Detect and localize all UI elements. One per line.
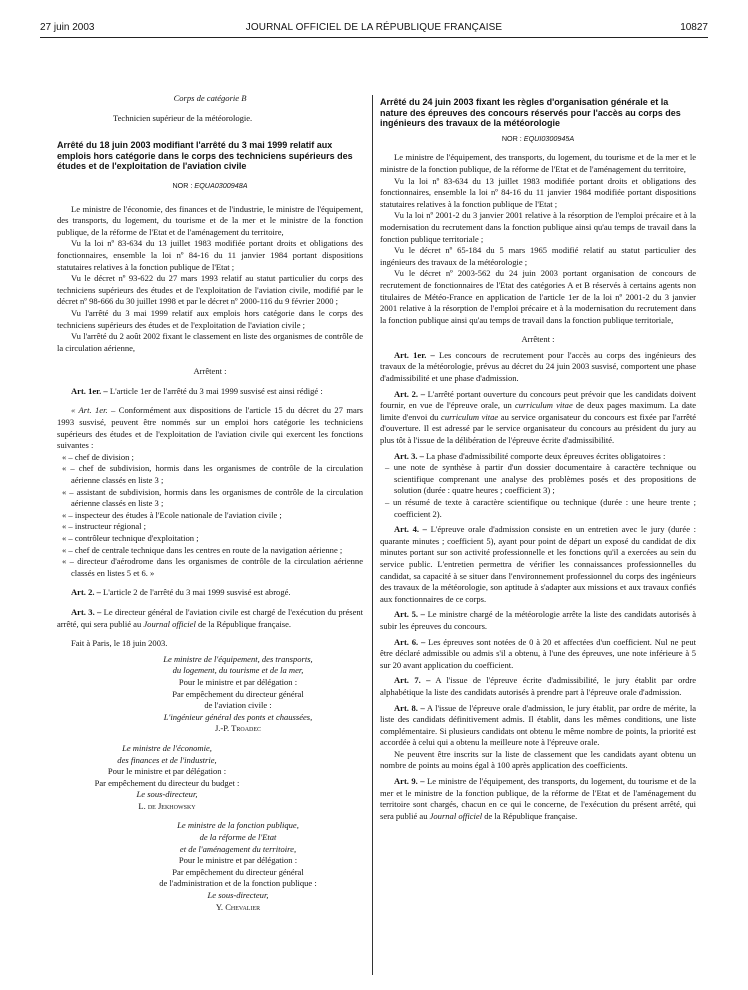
journal-officiel-ref: Journal officiel: [429, 810, 483, 821]
article-text: Les concours de recrutement pour l'accès au corps des ingénieurs des travaux de la météorologie, prévus au décret du 24 juin 2003 susvisé, comportent une phase d'admissibilité et une phase d'admission.: [380, 349, 696, 384]
preamble-paragraph: Vu la loi nº 83-634 du 13 juillet 1983 modifiée portant droits et obligations des fonctionnaires, ensemble la loi nº 84-16 du 11 janvier 1984 modifiée portant dispositions statutaires relatives à la fonction publique de l'Etat ;: [380, 175, 696, 209]
list-item: « – assistant de subdivision, hormis dans les organismes de contrôle de la circulation aérienne classés en liste 3 ;: [62, 486, 363, 509]
quoted-article: [57, 405, 363, 451]
signature-line: Pour le ministre et par délégation :: [178, 855, 298, 866]
left-column: [57, 93, 363, 913]
preamble-paragraph: Le ministre de l'équipement, des transports, du logement, du tourisme et de la mer et le ministre de la fonction publique, de la réforme de l'Etat et de l'aménagement du territoire,: [380, 152, 696, 174]
nor-label: NOR :: [172, 180, 195, 190]
journal-officiel-ref: Journal officiel: [143, 618, 196, 629]
article-text: de la République française.: [482, 810, 578, 821]
preamble-paragraph: Vu le décret nº 93-622 du 27 mars 1993 relatif au statut particulier du corps des techniciens supérieurs des études et de l'exploitation de l'aviation civile, modifié par le décret nº 98-666 du 30 juillet 1998 et par le décret nº 2000-116 du 9 février 2000 ;: [57, 273, 363, 307]
article-text: Le ministre de l'équipement, des transports, du logement, du tourisme et de la mer et le ministre de la fonction publique, de la réforme de l'Etat et de l'aménagement du territoire sont chargés, chacun en ce qui le concerne, de l'exécution du présent arrêté, qui sera publié au: [380, 776, 697, 821]
article-7: [380, 675, 696, 698]
signature-line: Le ministre de l'économie,: [122, 742, 212, 753]
curriculum-vitae-term: curriculum vitae: [441, 411, 499, 422]
nor-label: NOR :: [501, 133, 524, 143]
signature-block-fonction-publique: [57, 820, 363, 913]
article-3: [57, 607, 363, 630]
article-text: L'article 1er de l'arrêté du 3 mai 1999 susvisé est ainsi rédigé :: [107, 385, 323, 396]
article-3: [380, 451, 696, 463]
signature-line: Par empêchement du directeur général: [172, 866, 304, 877]
nor-reference: [57, 180, 363, 192]
quote-label: « Art. 1er. –: [71, 405, 116, 416]
article-text: de deux pages maximum. La date limite d'envoi du: [380, 400, 696, 422]
list-item: « – chef de centrale technique dans les centres en route de la navigation aérienne ;: [62, 544, 343, 555]
signature-line: du logement, du tourisme et de la mer,: [172, 665, 304, 676]
signature-line: Le ministre de la fonction publique,: [177, 820, 299, 831]
article-text: A l'issue de l'épreuve écrite d'admissibilité, le jury établit par ordre alphabétique la liste des candidats autorisés à prendre part à l'épreuve orale d'admission.: [380, 675, 697, 697]
list-item: « – directeur d'aérodrome dans les organismes de contrôle de la circulation aérienne classés en listes 5 et 6. »: [62, 556, 363, 578]
signatory-name: J.-P. Troadec: [214, 723, 262, 734]
article-text: de la République française.: [195, 618, 292, 629]
article-8-paragraph-2: Ne peuvent être inscrits sur la liste de classement que les candidats ayant obtenu un nombre de points au moins égal à 100 après application des coefficients.: [380, 748, 696, 771]
nor-reference: [380, 133, 696, 145]
article-label: Art. 6. –: [394, 636, 426, 647]
article-text: Les épreuves sont notées de 0 à 20 et affectées d'un coefficient. Nul ne peut être déclaré admissible ou admis s'il a obtenu, à l'une des épreuves, une note inférieure à 5 sur 20 avant application du coefficient.: [380, 636, 697, 670]
preamble-paragraph: Vu le décret nº 65-184 du 5 mars 1965 modifié relatif au statut particulier des ingénieurs des travaux de la météorologie ;: [380, 245, 696, 267]
category-heading: Corps de catégorie B: [173, 93, 247, 103]
page-header: [40, 22, 708, 36]
signatory-name: Y. Chevalier: [215, 901, 261, 912]
signature-line: Pour le ministre et par délégation :: [178, 676, 298, 687]
decree-title: Arrêté du 24 juin 2003 fixant les règles d'organisation générale et la nature des épreuves des concours réservés pour l'accès au corps des ingénieurs des travaux de la météorologie: [380, 97, 681, 129]
right-column: [380, 97, 696, 822]
written-tests-list: [380, 462, 696, 520]
header-rule: [40, 37, 708, 38]
article-label: Art. 9. –: [394, 776, 425, 787]
column-divider: [372, 95, 373, 975]
signatory-name: L. de Jekhowsky: [138, 800, 196, 811]
article-8: [380, 703, 696, 749]
preamble-paragraph: Le ministre de l'économie, des finances et de l'industrie, le ministre de l'équipement, des transports, du logement, du tourisme et de la mer et le ministre de la fonction publique, de la réforme de l'Etat et de l'aménagement du territoire,: [57, 203, 363, 237]
nor-code: EQUA0300948A: [194, 180, 248, 190]
signature-line: Le ministre de l'équipement, des transports,: [163, 653, 313, 664]
article-text: Le ministre chargé de la météorologie arrête la liste des candidats autorisés à subir les épreuves du concours.: [380, 609, 697, 631]
decree-title: Arrêté du 18 juin 2003 modifiant l'arrêté du 3 mai 1999 relatif aux emplois hors catégorie dans le corps des techniciens supérieurs des études et de l'exploitation de l'aviation civile: [57, 140, 353, 172]
signature-line: et de l'aménagement du territoire,: [179, 843, 297, 854]
header-page-number: 10827: [680, 22, 708, 33]
arretent-heading: Arrêtent :: [193, 366, 227, 377]
article-text: au service organisateur du concours est fixée par l'arrêté d'ouverture. Il est adressé par le service organisateur du concours au président du jury au plus tôt à l'issue de la délibération de l'épreuve écrite d'admissibilité.: [380, 411, 696, 446]
article-2: [57, 587, 363, 599]
article-text: A l'issue de l'épreuve orale d'admission, le jury établit, par ordre de mérite, la liste des candidats définitivement admis. Il établit, dans les mêmes conditions, une liste complémentaire. Si plusieurs candidats ont obtenu le même nombre de points, la priorité est accordée à celui qui a obtenu la meilleure note à l'épreuve orale.: [380, 702, 696, 748]
article-label: Art. 3. –: [394, 450, 424, 461]
article-label: Art. 7. –: [394, 675, 431, 686]
article-label: Art. 2. –: [71, 587, 101, 598]
article-9: [380, 776, 696, 822]
article-1: [57, 386, 363, 398]
signature-block-economie: [57, 743, 363, 813]
category-line: Technicien supérieur de la météorologie.: [113, 112, 253, 123]
list-item: « – instructeur régional ;: [62, 521, 147, 532]
article-4: [380, 524, 696, 605]
header-date: 27 juin 2003: [40, 22, 95, 33]
list-item: « – contrôleur technique d'exploitation ;: [62, 533, 199, 543]
signature-line: de l'administration et de la fonction publique :: [159, 878, 317, 889]
functions-list: [57, 452, 363, 580]
article-label: Art. 1er. –: [71, 385, 108, 396]
article-label: Art. 8. –: [394, 702, 425, 713]
signing-place-date: Fait à Paris, le 18 juin 2003.: [71, 638, 168, 649]
preamble-paragraph: Vu l'arrêté du 2 août 2002 fixant le classement en liste des organismes de contrôle de la circulation aérienne,: [57, 331, 363, 353]
article-label: Art. 5. –: [394, 609, 425, 620]
article-label: Art. 2. –: [394, 388, 425, 399]
signature-block-equipement: [57, 654, 363, 735]
article-label: Art. 3. –: [71, 606, 102, 617]
article-text: L'article 2 de l'arrêté du 3 mai 1999 susvisé est abrogé.: [100, 587, 291, 598]
list-item: « – chef de division ;: [62, 451, 134, 462]
signature-line: Le sous-directeur,: [136, 789, 198, 800]
article-text: L'arrêté portant ouverture du concours peut prévoir que les candidats doivent fournir, en vue de l'épreuve orale, un: [380, 388, 696, 411]
arretent-heading: Arrêtent :: [521, 334, 555, 345]
curriculum-vitae-term: curriculum vitae: [514, 400, 573, 411]
signature-line: L'ingénieur général des ponts et chaussées,: [163, 711, 313, 722]
list-item: « – chef de subdivision, hormis dans les organismes de contrôle de la circulation aérienne classés en liste 3 ;: [62, 463, 363, 486]
preamble-paragraph: Vu la loi nº 83-634 du 13 juillet 1983 modifiée portant droits et obligations des fonctionnaires, ensemble la loi nº 84-16 du 11 janvier 1984 portant dispositions statutaires relatives à la fonction publique de l'Etat ;: [57, 238, 363, 272]
preamble-paragraph: Vu la loi nº 2001-2 du 3 janvier 2001 relative à la résorption de l'emploi précaire et à la modernisation du recrutement dans la fonction publique ainsi qu'au temps de travail dans la fonction publique territoriale ;: [380, 210, 696, 244]
article-1: [380, 350, 696, 385]
signature-line: de l'aviation civile :: [204, 700, 272, 711]
article-label: Art. 4. –: [394, 524, 427, 535]
signature-line: de la réforme de l'Etat: [199, 832, 277, 843]
article-text: L'épreuve orale d'admission consiste en un entretien avec le jury (durée : quarante minutes ; coefficient 5), ayant pour point de départ un exposé du candidat de dix minutes portant sur son activité professionnelle et les fonctions qu'il a exercées au sein du service public. L'entretien permettra de vérifier les connaissances professionnelles du candidat, sa capacité à se situer dans l'environnement professionnel du corps des ingénieurs des travaux de la météorologie, son aptitude à s'adapter aux missions et aux travaux confiés aux fonctionnaires de ce corps.: [380, 524, 697, 604]
list-item: – une note de synthèse à partir d'un dossier documentaire à caractère technique ou scientifique comprenant une analyse des problèmes posés et des propositions de solution (durée : quatre heures ; coefficient 3) ;: [385, 462, 696, 496]
nor-code: EQUI0300945A: [523, 133, 575, 143]
signature-line: Par empêchement du directeur du budget :: [94, 777, 240, 788]
article-text: La phase d'admissibilité comporte deux épreuves écrites obligatoires :: [423, 450, 666, 461]
header-journal-title: JOURNAL OFFICIEL DE LA RÉPUBLIQUE FRANÇAISE: [245, 22, 503, 33]
signature-line: Le sous-directeur,: [207, 890, 269, 901]
article-text: Le directeur général de l'aviation civile est chargé de l'exécution du présent arrêté, qui sera publié au: [57, 606, 364, 629]
list-item: – un résumé de texte à caractère scientifique ou technique (durée : une heure trente ; coefficient 2).: [385, 497, 696, 519]
signature-line: des finances et de l'industrie,: [117, 754, 217, 765]
article-label: Art. 1er. –: [394, 349, 435, 360]
preamble-paragraph: Vu le décret nº 2003-562 du 24 juin 2003 portant organisation de concours de recrutement de fonctionnaires de l'Etat des catégories A et B réservés à certains agents non titulaires de Météo-France en application de l'article 1er de la loi nº 2001-2 du 3 janvier 2001 relative à la résorption de l'emploi précaire et à la modernisation du recrutement dans la fonction publique ainsi qu'au temps de travail dans la fonction publique territoriale,: [380, 268, 696, 325]
signature-line: Par empêchement du directeur général: [172, 688, 304, 699]
list-item: « – inspecteur des études à l'Ecole nationale de l'aviation civile ;: [62, 509, 282, 520]
quote-text: Conformément aux dispositions de l'article 15 du décret du 27 mars 1993 susvisé, peuvent être nommés sur un emploi hors catégorie les techniciens supérieurs des études et de l'exploitation de l'aviation civile qui exercent les fonctions suivantes :: [57, 405, 363, 451]
article-2: [380, 389, 696, 447]
signature-line: Pour le ministre et par délégation :: [107, 766, 227, 777]
article-6: [380, 637, 696, 672]
preamble-paragraph: Vu l'arrêté du 3 mai 1999 relatif aux emplois hors catégorie dans le corps des techniciens supérieurs des études et de l'exploitation de l'aviation civile ;: [57, 307, 363, 330]
article-5: [380, 609, 696, 632]
